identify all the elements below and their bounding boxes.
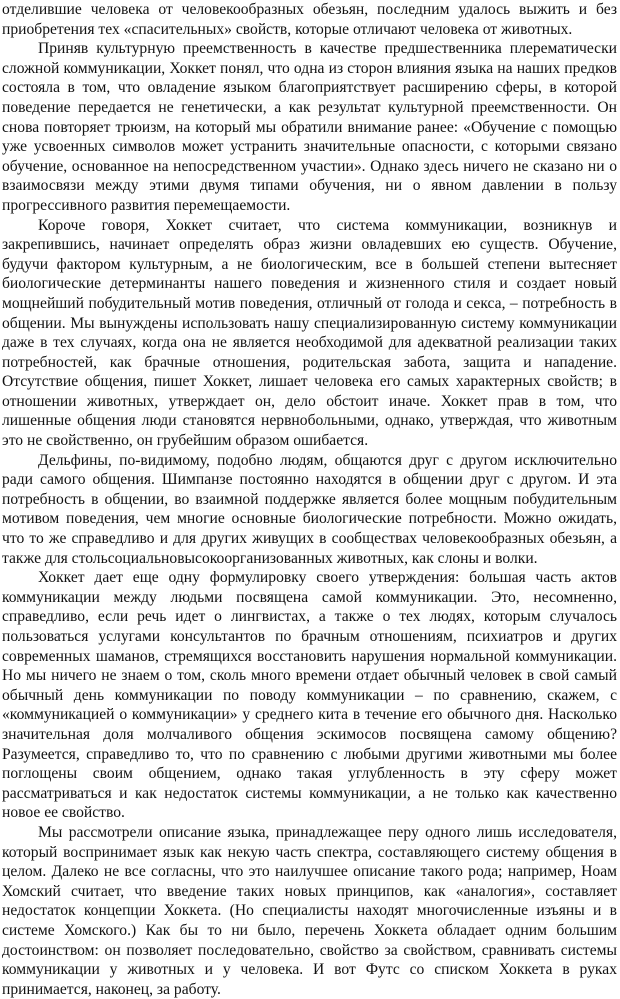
paragraph-cultural-continuity: Приняв культурную преемственность в качестве предшественника плерематически сложной коммуникации, Хоккет понял, что одна из сторон влияния языка на наших предков состояла в том, что овладение языком благоприятствует расширению сферы, в которой поведение передается не генетически, а как результат культурной преемственности. Он снова повторяет трюизм, на который мы обратили внимание ранее: «Обучение с помощью уже усвоенных символов может устранить значительные опасности, с которыми связано обучение, основанное на непосредственном участии». Однако здесь ничего не сказано ни о взаимосвязи между этими двумя типами обучения, ни о явном давлении в пользу прогрессивного развития перемещаемости. (2, 40, 617, 214)
paragraph-dolphins: Дельфины, по-видимому, подобно людям, общаются друг с другом исключительно ради самого общения. Шимпанзе постоянно находятся в общении друг с другом. И эта потребность в общении, во взаимной поддержке является более мощным побудительным мотивом поведения, чем многие основные биологические потребности. Можно ожидать, что то же справедливо и для других живущих в сообществах человекообразных обезьян, а также для стольсоциальновысокоорганизованных животных, как слоны и волки. (2, 451, 617, 567)
paragraph-continuation: отделившие человека от человекообразных обезьян, последним удалось выжить и без приобретения тех «спасительных» свойств, которые отличают человека от животных. (2, 1, 617, 38)
paragraph-language-description: Мы рассмотрели описание языка, принадлежащее перу одного лишь исследователя, который воспринимает язык как некую часть спектра, составляющего систему общения в целом. Далеко не все согласны, что это наилучшее описание такого рода; например, Ноам Хомский считает, что введение таких новых принципов, как «аналогия», составляет недостаток концепции Хоккета. (Но специалисты находят многочисленные изъяны и в системе Хомского.) Как бы то ни было, перечень Хоккета обладает одним большим достоинством: он позволяет последовательно, свойство за свойством, сравнивать системы коммуникации у животных и у человека. И вот Футс со списком Хоккета в руках принимается, наконец, за работу. (2, 823, 617, 998)
paragraph-communication-about-communication: Хоккет дает еще одну формулировку своего утверждения: большая часть актов коммуникации между людьми посвящена самой коммуникации. Это, несомненно, справедливо, если речь идет о лингвистах, а также о тех людях, которым случалось пользоваться услугами консультантов по брачным отношениям, психиатров и других современных шаманов, стремящихся восстановить нарушения нормальной коммуникации. Но мы ничего не знаем о том, сколь много времени отдает обычный человек в свой самый обычный день коммуникации по поводу коммуникации – по сравнению, скажем, с «коммуникацией о коммуникации» у среднего кита в течение его обычного дня. Насколько значительная доля молчаливого общения эскимосов посвящена самому общению? Разумеется, справедливо то, что по сравнению с любыми другими животными мы более поглощены своим общением, однако такая углубленность в эту сферу может рассматриваться и как недостаток системы коммуникации, а не только как качественно новое ее свойство. (2, 569, 617, 822)
paragraph-communication-system: Короче говоря, Хоккет считает, что система коммуникации, возникнув и закрепившись, начинает определять образ жизни овладевших ею существ. Обучение, будучи фактором культурным, а не биологическим, все в большей степени вытесняет биологические детерминанты нашего поведения и жизненного стиля и создает новый мощнейший побудительный мотив поведения, отличный от голода и секса, – потребность в общении. Мы вынуждены использовать нашу специализированную систему коммуникации даже в тех случаях, когда она не является необходимой для адекватной реализации таких потребностей, как брачные отношения, родительская забота, защита и нападение. Отсутствие общения, пишет Хоккет, лишает человека его самых характерных свойств; в отношении животных, утверждает он, дело обстоит иначе. Хоккет прав в том, что лишенные общения люди становятся нервнобольными, однако, утверждая, что животным это не свойственно, он грубейшим образом ошибается. (2, 216, 617, 450)
